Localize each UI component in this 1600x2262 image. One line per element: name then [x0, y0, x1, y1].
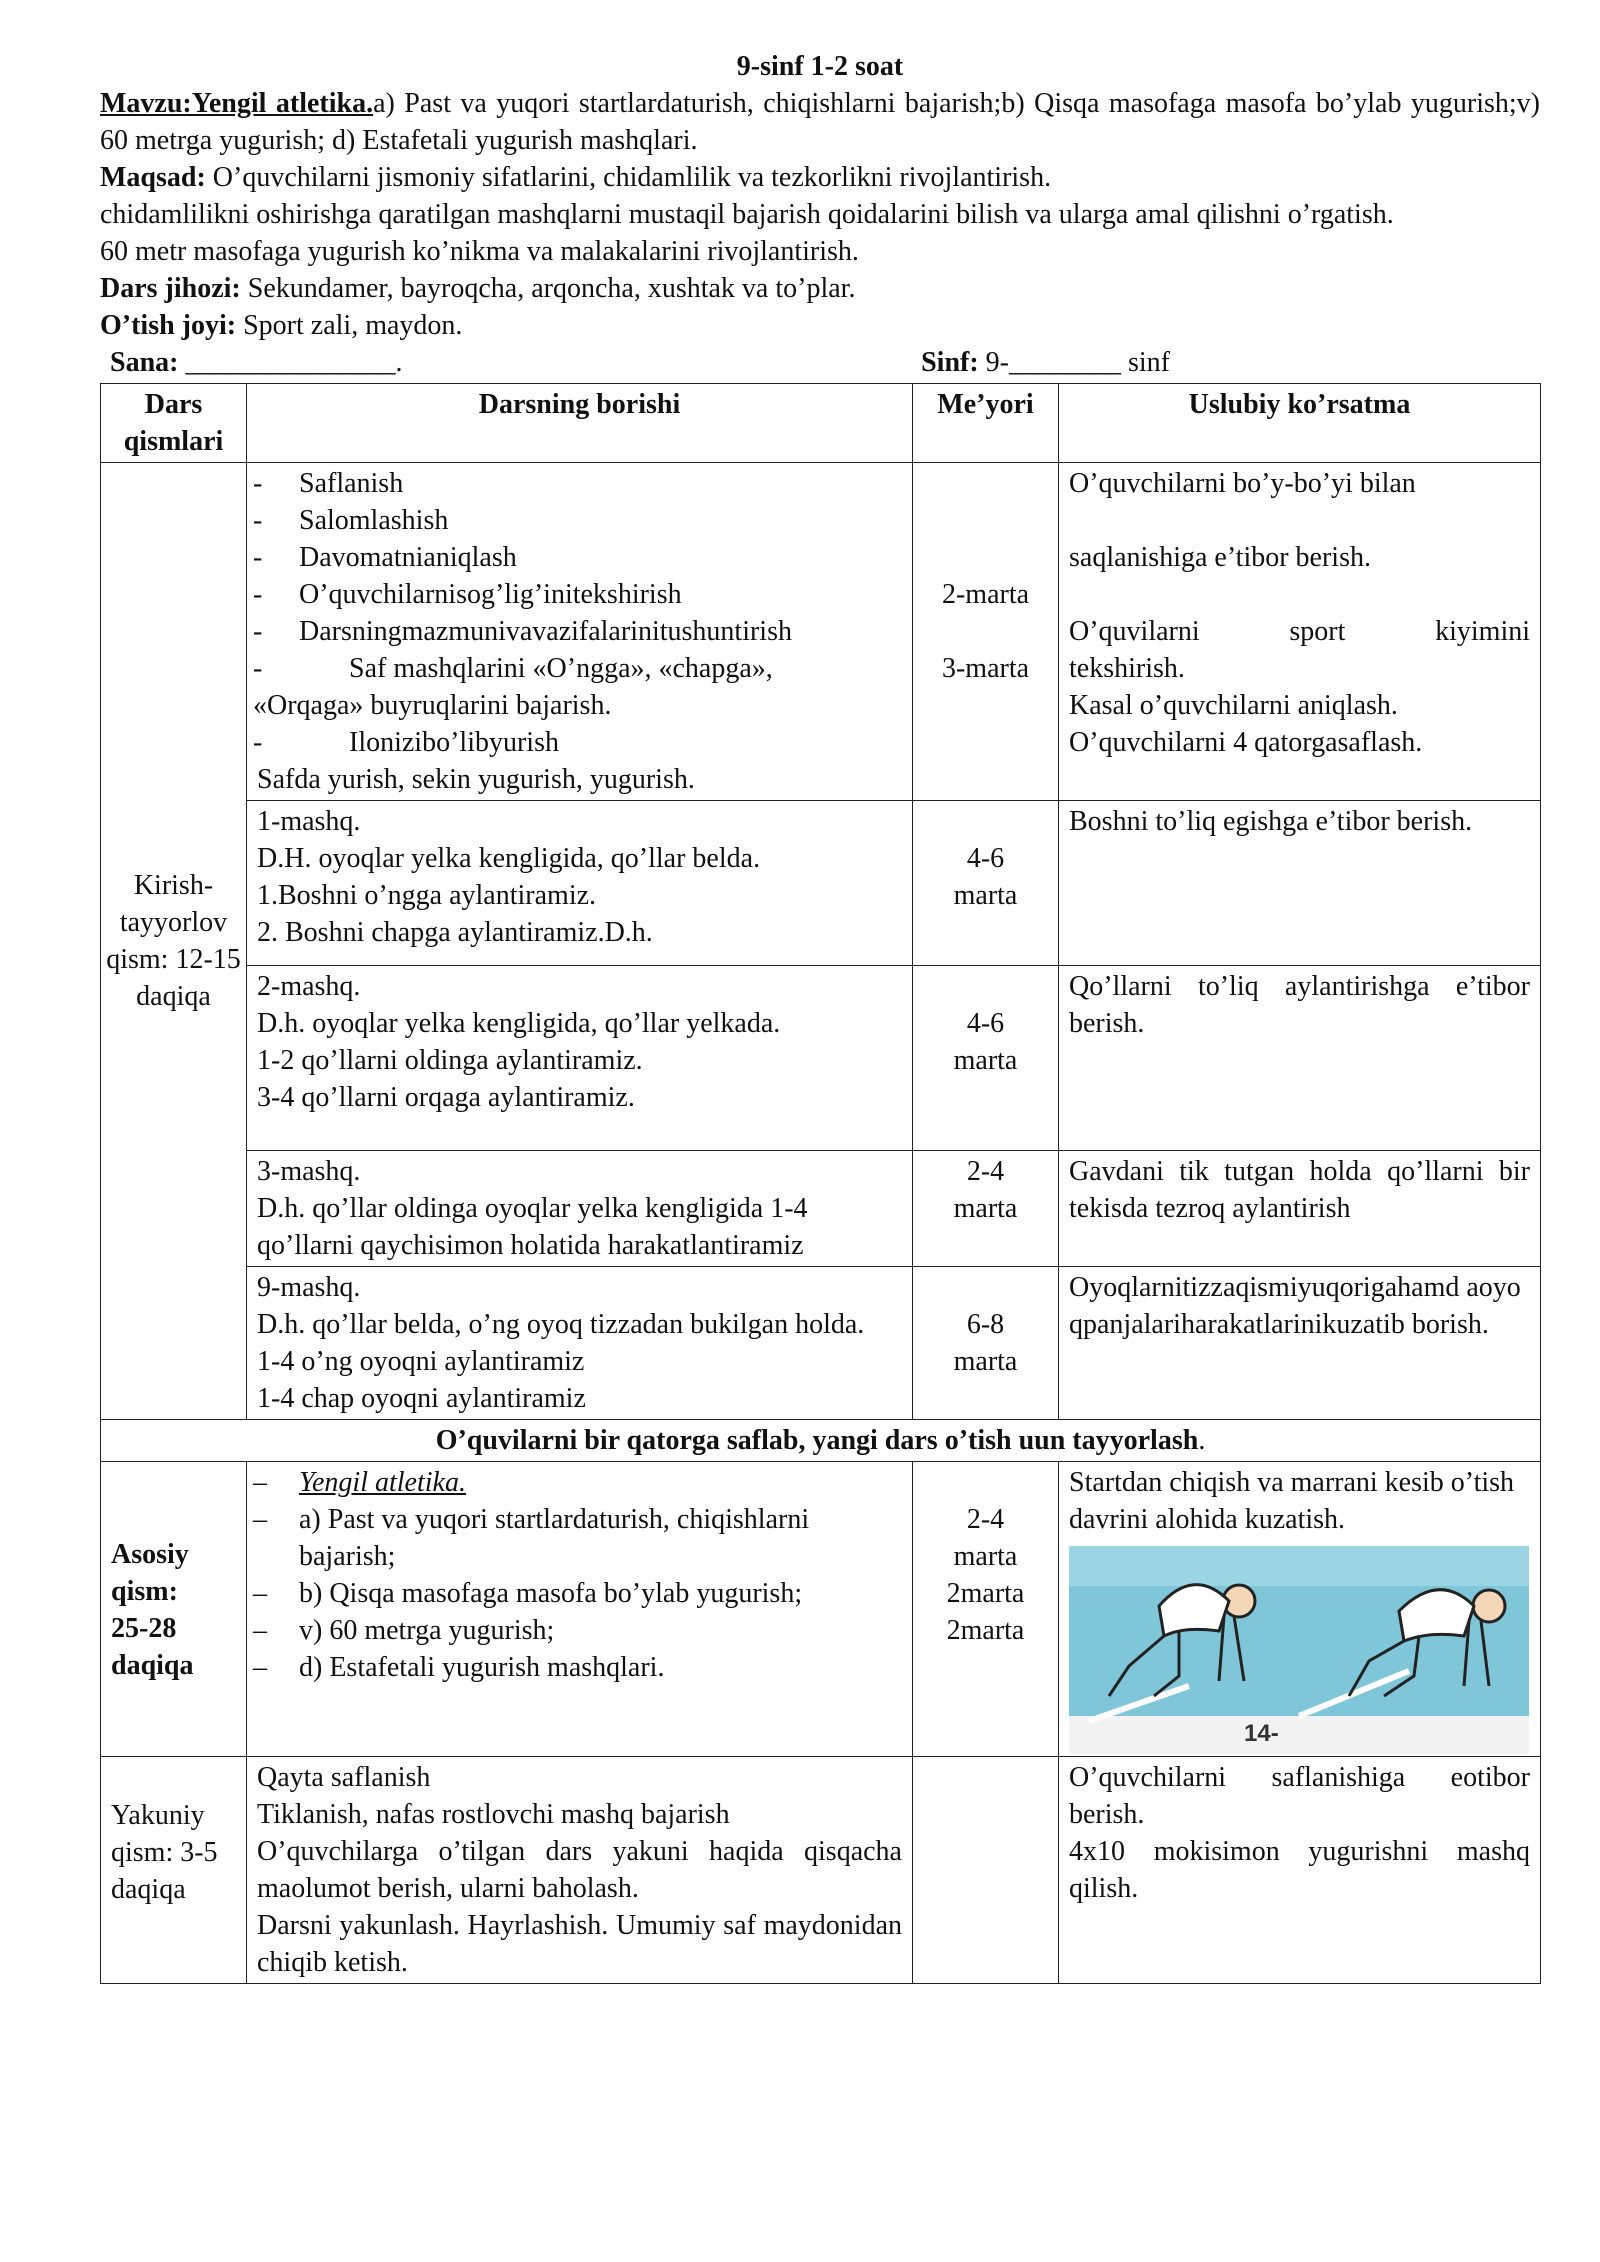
list-item: [253, 613, 906, 650]
text-line: Qayta saflanish: [257, 1762, 431, 1793]
list-item: [253, 465, 906, 502]
dash-marker: -: [253, 579, 263, 610]
part-main-label: Asosiy qism: 25-28 daqiqa: [111, 1539, 194, 1681]
intro-org-guidance: [1059, 463, 1541, 801]
date-value: _______________.: [178, 347, 403, 378]
text-line: 1-2 qo’llarni oldinga aylantiramiz.: [257, 1045, 643, 1076]
text-line: D.h. qo’llar belda, o’ng oyoq tizzadan bukilgan holda.: [257, 1309, 865, 1340]
norm-value: marta: [953, 1541, 1018, 1572]
text-line: 9-mashq.: [257, 1272, 361, 1303]
lesson-plan-page: [100, 48, 1540, 1984]
final-content-cell: [247, 1757, 913, 1984]
exercise-1-norm: [913, 801, 1059, 966]
dash-marker: -: [253, 542, 263, 573]
main-norm-list: [923, 1501, 1048, 1649]
guide-line: O’quvchilarni saflanishiga eotibor berish.: [1069, 1762, 1530, 1830]
dash-marker: –: [253, 1504, 267, 1535]
guide-line: 4x10 mokisimon yugurishni mashq qilish.: [1069, 1836, 1530, 1904]
page-title: 9-sinf 1-2 soat: [736, 51, 904, 82]
header-parts: Dars qismlari: [101, 384, 247, 463]
exercise-3-lines: [257, 1153, 902, 1264]
text-line: 1-4 o’ng oyoqni aylantiramiz: [257, 1346, 585, 1377]
list-item-label: d) Estafetali yugurish mashqlari.: [299, 1652, 665, 1683]
dash-marker: -: [253, 616, 263, 647]
list-item-label: Darsningmazmunivavazifalarinitushuntirish: [299, 616, 792, 647]
list-item: [253, 1649, 906, 1686]
equipment-line: [100, 270, 1540, 307]
exercise-3-cell: [247, 1151, 913, 1267]
list-item: [253, 1575, 906, 1612]
exercise-1-lines: [257, 803, 902, 951]
list-item-label: v) 60 metrga yugurish;: [299, 1615, 555, 1646]
table-row: [101, 801, 1541, 966]
list-item-label: O’quvchilarnisog’lig’initekshirish: [299, 579, 682, 610]
topic-label: Mavzu:Yengil atletika.: [100, 88, 374, 119]
list-item-label: Yengil atletika.: [299, 1467, 466, 1498]
exercise-2-cell: [247, 966, 913, 1151]
table-row: [101, 1151, 1541, 1267]
guide-line: O’quvchilarni bo’y-bo’yi bilan: [1069, 468, 1416, 499]
goal-text: O’quvchilarni jismoniy sifatlarini, chidamlilik va tezkorlikni rivojlantirish.: [205, 162, 1052, 193]
main-norm: [913, 1462, 1059, 1757]
topic-line: [100, 85, 1540, 159]
table-header-row: [101, 384, 1541, 463]
text-line: 2-mashq.: [257, 971, 361, 1002]
list-item: - Saf mashqlarini «O’ngga», «chapga»,: [253, 653, 773, 684]
text-line: 1.Boshni o’ngga aylantiramiz.: [257, 880, 597, 911]
exercise-2-guidance: Qo’llarni to’liq aylantirishga e’tibor berish.: [1059, 966, 1541, 1151]
dash-marker: -: [253, 468, 263, 499]
location-label: O’tish joyi:: [100, 310, 237, 341]
norm-value: 2marta: [946, 1578, 1025, 1609]
sprint-start-illustration: [1069, 1546, 1529, 1754]
part-final-label: Yakuniy qism: 3-5 daqiqa: [111, 1800, 218, 1905]
exercise-2-norm: [913, 966, 1059, 1151]
location-line: [100, 307, 1540, 344]
part-intro-label: Kirish-tayyorlov qism: 12-15 daqiqa: [106, 870, 241, 1012]
list-item: [253, 1612, 906, 1649]
list-item-label: Davomatnianiqlash: [299, 542, 517, 573]
dash-marker: –: [253, 1467, 267, 1498]
equipment-text: Sekundamer, bayroqcha, arqoncha, xushtak va to’plar.: [240, 273, 856, 304]
list-item-label: Saflanish: [299, 468, 404, 499]
final-guidance: [1059, 1757, 1541, 1984]
goal-line-2: chidamlilikni oshirishga qaratilgan mashqlarni mustaqil bajarish qoidalarini bilish va ularga amal qilishni o’rgatish.: [100, 199, 1394, 230]
header-norm: Me’yori: [913, 384, 1059, 463]
table-row: [101, 966, 1541, 1151]
norm-value: 2marta: [946, 1615, 1025, 1646]
illustration-caption: 14-: [1244, 1720, 1279, 1747]
norm-value: 2-marta: [941, 579, 1030, 610]
norm-value: 4-6 marta: [953, 1008, 1018, 1076]
text-line: D.h. qo’llar oldinga oyoqlar yelka kengligida 1-4 qo’llarni qaychisimon holatida harakatlantiramiz: [257, 1193, 808, 1261]
class-label: Sinf:: [921, 347, 979, 378]
exercise-1-guidance: Boshni to’liq egishga e’tibor berish.: [1059, 801, 1541, 966]
list-item-cont: «Orqaga» buyruqlarini bajarish.: [253, 690, 612, 721]
main-guide-text: Startdan chiqish va marrani kesib o’tish davrini alohida kuzatish.: [1069, 1467, 1515, 1535]
part-intro: [101, 463, 247, 1420]
list-item-label: Salomlashish: [299, 505, 449, 536]
list-item: [253, 539, 906, 576]
table-row: [101, 463, 1541, 801]
text-line: 2. Boshni chapga aylantiramiz.D.h.: [257, 917, 653, 948]
exercise-9-norm: [913, 1267, 1059, 1420]
final-norm: [913, 1757, 1059, 1984]
topic-text: a) Past va yuqori startlardaturish, chiqishlarni bajarish;b) Qisqa masofaga masofa bo’ylab yugurish;v) 60 metrga yugurish; d) Estafetali yugurish mashqlari.: [100, 88, 1540, 156]
text-line: 1-4 chap oyoqni aylantiramiz: [257, 1383, 586, 1414]
date-class-row: [100, 344, 1170, 381]
goal-label: Maqsad:: [100, 162, 206, 193]
text-line: D.h. oyoqlar yelka kengligida, qo’llar yelkada.: [257, 1008, 781, 1039]
list-item-label: b) Qisqa masofaga masofa bo’ylab yugurish;: [299, 1578, 803, 1609]
list-item: - Ilonizibo’libyurish: [253, 727, 559, 758]
list-item: [253, 576, 906, 613]
main-guidance: [1059, 1462, 1541, 1757]
exercise-1-cell: [247, 801, 913, 966]
text-line: Darsni yakunlash. Hayrlashish. Umumiy saf maydonidan chiqib ketish.: [257, 1910, 902, 1978]
main-list: [253, 1464, 906, 1686]
norm-value: 4-6 marta: [953, 843, 1018, 911]
intro-organization-cell: [247, 463, 913, 801]
norm-value: 6-8 marta: [953, 1309, 1018, 1377]
header-guidance: Uslubiy ko’rsatma: [1059, 384, 1541, 463]
goal-line-3: 60 metr masofaga yugurish ko’nikma va malakalarini rivojlantirish.: [100, 236, 859, 267]
list-item: [253, 502, 906, 539]
date-field: [110, 344, 402, 381]
text-line: 3-4 qo’llarni orqaga aylantiramiz.: [257, 1082, 635, 1113]
exercise-9-cell: [247, 1267, 913, 1420]
exercise-9-guidance: Oyoqlarnitizzaqismiyuqorigahamd aoyoqpanjalariharakatlarinikuzatib borish.: [1059, 1267, 1541, 1420]
dash-marker: –: [253, 1578, 267, 1609]
text-line: O’quvchilarga o’tilgan dars yakuni haqida qisqacha maolumot berish, ularni baholash.: [257, 1836, 902, 1904]
main-content-cell: [247, 1462, 913, 1757]
table-row: [101, 1462, 1541, 1757]
text-line: 1-mashq.: [257, 806, 361, 837]
exercise-2-lines: [257, 968, 902, 1116]
sprint-start-drawing: [1069, 1546, 1529, 1754]
separator-dot: .: [1198, 1425, 1206, 1456]
class-field: [921, 344, 1170, 381]
text-line: D.H. oyoqlar yelka kengligida, qo’llar belda.: [257, 843, 761, 874]
equipment-label: Dars jihozi:: [100, 273, 241, 304]
separator-text: O’quvilarni bir qatorga saflab, yangi dars o’tish uun tayyorlash: [435, 1425, 1199, 1456]
text-line: 3-mashq.: [257, 1156, 361, 1187]
norm-value: 2-4 marta: [953, 1156, 1018, 1224]
separator-cell: [101, 1420, 1541, 1462]
exercise-3-norm: [913, 1151, 1059, 1267]
list-item-label: a) Past va yuqori startlardaturish, chiqishlarni bajarish;: [299, 1504, 810, 1572]
text-line: Tiklanish, nafas rostlovchi mashq bajarish: [257, 1799, 730, 1830]
goal-line: [100, 159, 1540, 196]
header-progress: Darsning borishi: [247, 384, 913, 463]
class-value: 9-________ sinf: [978, 347, 1170, 378]
list-item: [253, 1464, 906, 1501]
guide-line: O’quvchilarni 4 qatorgasaflash.: [1069, 727, 1423, 758]
norm-value: 3-marta: [941, 653, 1030, 684]
list-item: [253, 1501, 906, 1575]
guide-line: saqlanishiga e’tibor berish.: [1069, 542, 1371, 573]
table-row: [101, 1267, 1541, 1420]
lesson-table: [100, 383, 1541, 1984]
separator-row: [101, 1420, 1541, 1462]
location-text: Sport zali, maydon.: [236, 310, 463, 341]
table-row: [101, 1757, 1541, 1984]
intro-org-norm: [913, 463, 1059, 801]
exercise-9-lines: [257, 1269, 902, 1417]
final-list: [257, 1759, 902, 1981]
exercise-3-guidance: Gavdani tik tutgan holda qo’llarni bir tekisda tezroq aylantirish: [1059, 1151, 1541, 1267]
dash-marker: -: [253, 505, 263, 536]
part-main: [101, 1462, 247, 1757]
date-label: Sana:: [110, 347, 179, 378]
guide-line: O’quvilarni sport kiyimini tekshirish.: [1069, 616, 1530, 684]
list-item-last: Safda yurish, sekin yugurish, yugurish.: [257, 764, 695, 795]
intro-org-list: [253, 465, 906, 650]
part-final: [101, 1757, 247, 1984]
dash-marker: –: [253, 1652, 267, 1683]
guide-line: Kasal o’quvchilarni aniqlash.: [1069, 690, 1398, 721]
dash-marker: –: [253, 1615, 267, 1646]
norm-value: 2-4: [966, 1504, 1005, 1535]
